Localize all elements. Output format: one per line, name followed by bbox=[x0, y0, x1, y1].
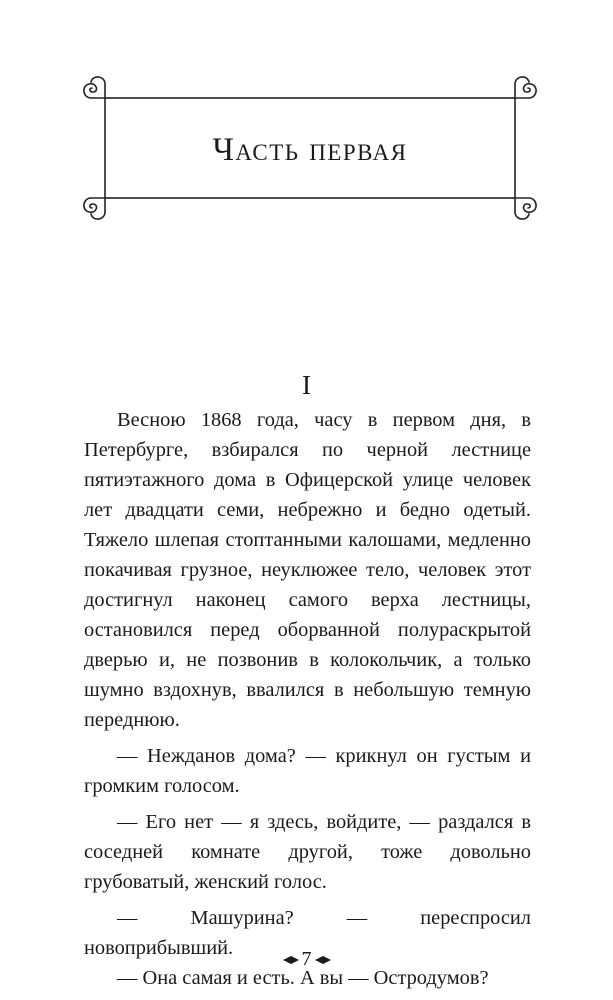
left-ornament-icon bbox=[283, 955, 299, 965]
page-footer bbox=[0, 946, 613, 972]
right-ornament-icon bbox=[315, 955, 331, 965]
chapter-number: I bbox=[302, 370, 311, 400]
paragraph: Весною 1868 года, часу в первом дня, в Петербурге, взбирался по черной лестнице пятиэтажного дома в Офицерской улице человек лет двадцати семи, небрежно и бедно одетый. Тяжело шлепая стоптанными калошами, медленно покачивая грузное, неуклюжее тело, человек этот достигнул наконец самого верха лестницы, остановился перед оборванной полураскрытой дверью и, не позвонив в колокольчик, а только шумно вздохнув, ввалился в небольшую темную переднюю. bbox=[84, 409, 531, 731]
body-text bbox=[84, 405, 531, 993]
part-title: Часть первая bbox=[212, 132, 408, 168]
paragraph: — Нежданов дома? — крикнул он густым и громким голосом. bbox=[84, 745, 531, 797]
paragraph: — Машурина? — переспросил новоприбывший. bbox=[84, 907, 531, 959]
title-frame bbox=[85, 78, 535, 218]
paragraph: — Она самая и есть. А вы — Остродумов? bbox=[117, 967, 489, 989]
paragraph: — Его нет — я здесь, войдите, — раздался в соседней комнате другой, тоже довольно грубоватый, женский голос. bbox=[84, 811, 531, 893]
page-number: 7 bbox=[301, 948, 312, 970]
